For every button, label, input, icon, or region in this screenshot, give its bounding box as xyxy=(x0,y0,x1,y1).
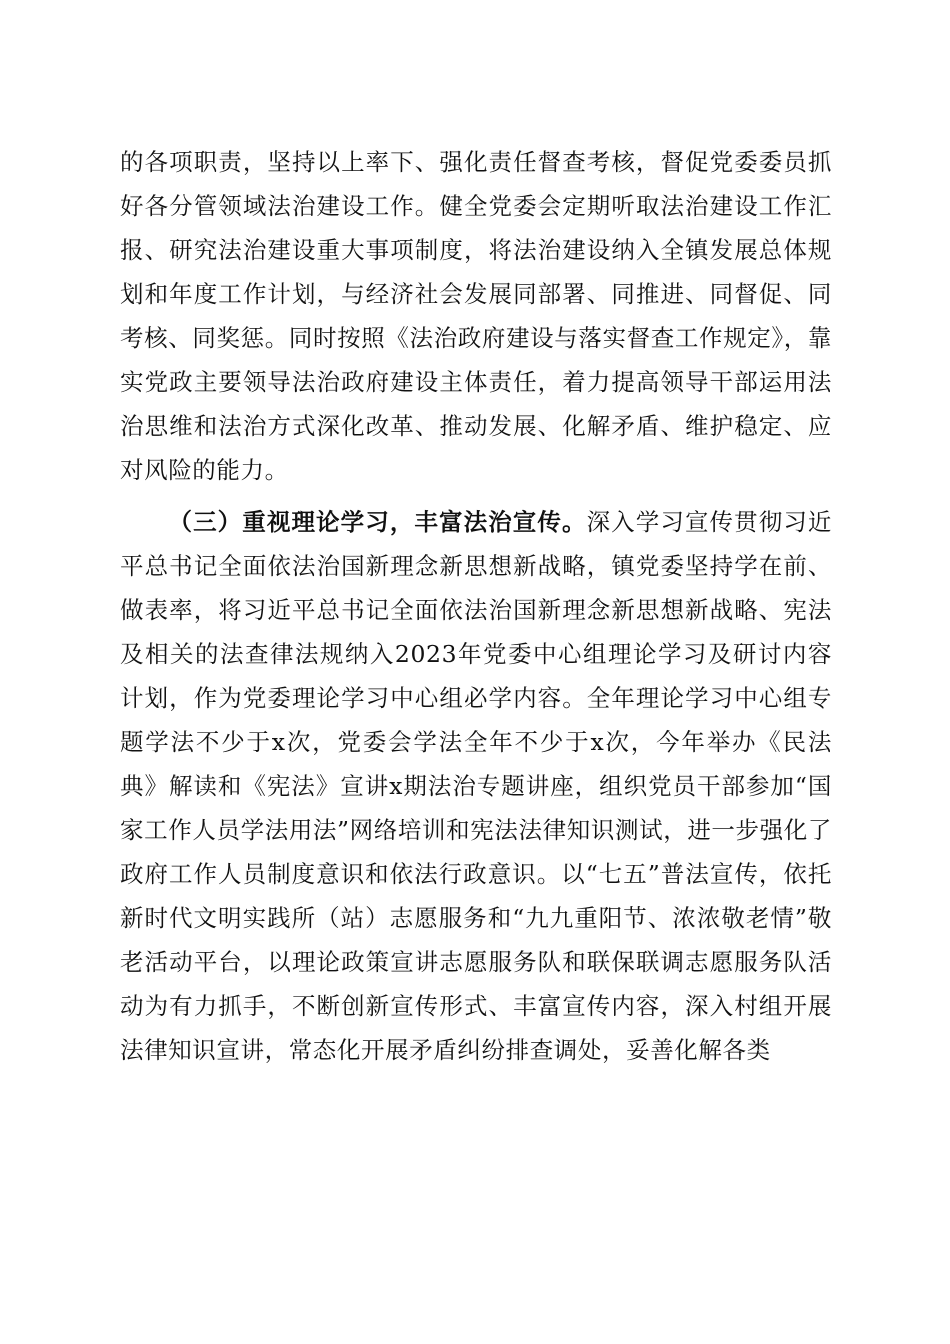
paragraph-2-body: 深入学习宣传贯彻习近平总书记全面依法治国新理念新思想新战略，镇党委坚持学在前、做表率，将习近平总书记全面依法治国新理念新思想新战略、宪法及相关的法查律法规纳入2023年党委中心组理论学习及研讨内容计划，作为党委理论学习中心组必学内容。全年理论学习中心组专题学法不少于x次，党委会学法全年不少于x次，今年举办《民法典》解读和《宪法》宣讲x期法治专题讲座，组织党员干部参加“国家工作人员学法用法”网络培训和宪法法律知识测试，进一步强化了政府工作人员制度意识和依法行政意识。以“七五”普法宣传，依托新时代文明实践所（站）志愿服务和“九九重阳节、浓浓敬老情”敬老活动平台，以理论政策宣讲志愿服务队和联保联调志愿服务队活动为有力抓手，不断创新宣传形式、丰富宣传内容，深入村组开展法律知识宣讲，常态化开展矛盾纠纷排查调处，妥善化解各类 xyxy=(120,508,833,1064)
paragraph-1 xyxy=(120,140,832,492)
paragraph-2-text xyxy=(120,500,832,1072)
section-heading: （三）重视理论学习，丰富法治宣传。 xyxy=(168,508,587,536)
paragraph-2 xyxy=(120,500,832,1072)
paragraph-1-text: 的各项职责，坚持以上率下、强化责任督查考核，督促党委委员抓好各分管领域法治建设工作。健全党委会定期听取法治建设工作汇报、研究法治建设重大事项制度，将法治建设纳入全镇发展总体规划和年度工作计划，与经济社会发展同部署、同推进、同督促、同考核、同奖惩。同时按照《法治政府建设与落实督查工作规定》，靠实党政主要领导法治政府建设主体责任，着力提高领导干部运用法治思维和法治方式深化改革、推动发展、化解矛盾、维护稳定、应对风险的能力。 xyxy=(120,148,832,484)
